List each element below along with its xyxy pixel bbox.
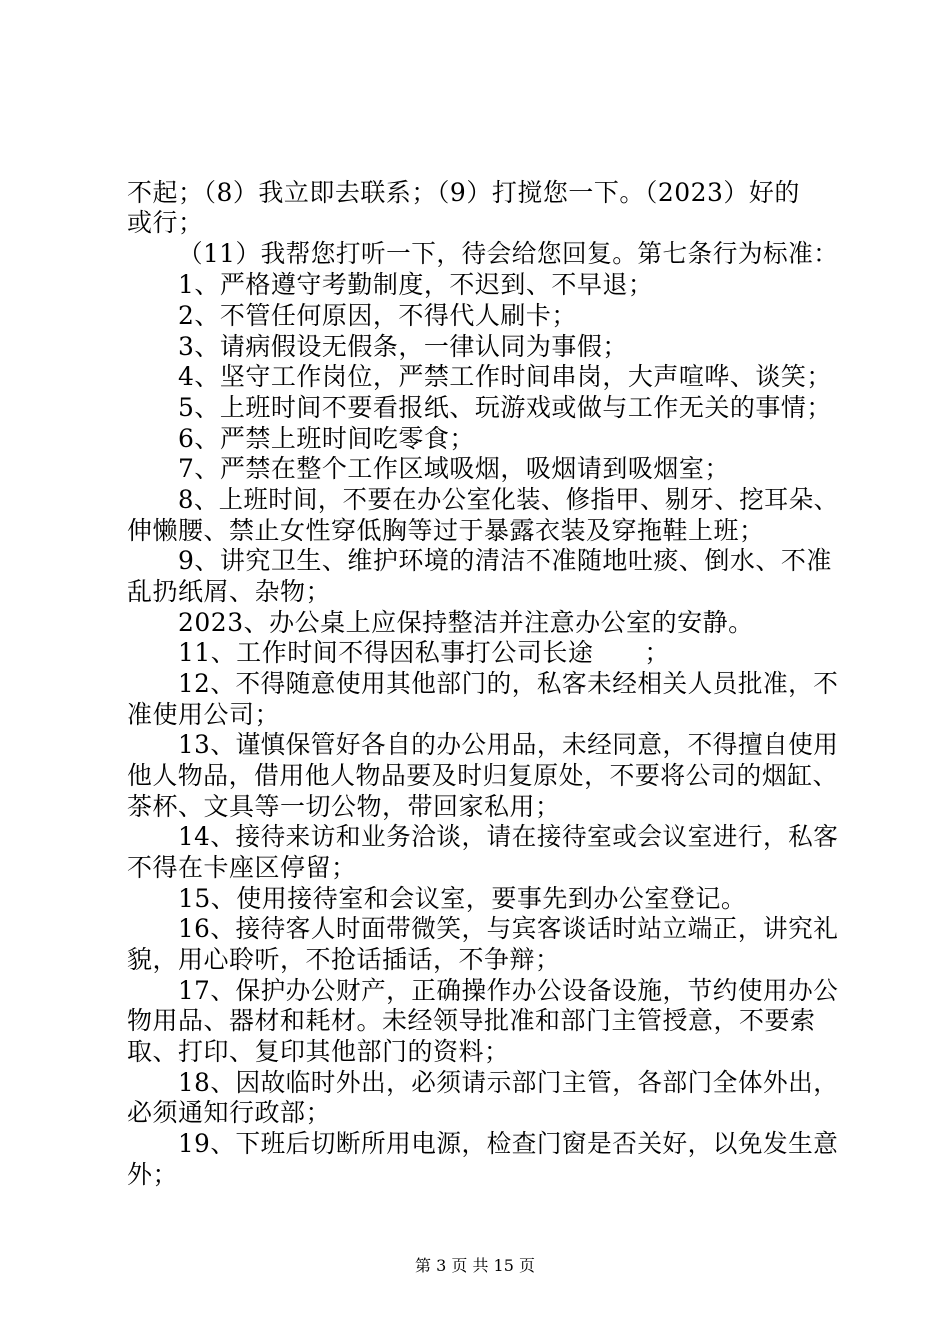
text-line: 他人物品，借用他人物品要及时归复原处，不要将公司的烟缸、 [127, 761, 839, 790]
text-line: 9、讲究卫生、维护环境的清洁不准随地吐痰、倒水、不准 [178, 546, 832, 575]
text-line: 乱扔纸屑、杂物； [127, 577, 332, 606]
text-line: 3、请病假设无假条，一律认同为事假； [178, 332, 628, 361]
text-line: 4、坚守工作岗位，严禁工作时间串岗，大声喧哗、谈笑； [178, 362, 832, 391]
page-number-footer: 第 3 页 共 15 页 [415, 1256, 535, 1275]
text-line: 17、保护办公财产，正确操作办公设备设施，节约使用办公 [178, 976, 839, 1005]
text-line: 8、上班时间，不要在办公室化装、修指甲、剔牙、挖耳朵、 [178, 485, 839, 514]
text-line: 必须通知行政部； [127, 1098, 332, 1127]
text-line: 不得在卡座区停留； [127, 853, 357, 882]
text-line: 13、谨慎保管好各自的办公用品，未经同意，不得擅自使用 [178, 730, 839, 759]
text-line: 或行； [127, 208, 204, 237]
text-line: 貌，用心聆听，不抢话插话，不争辩； [127, 945, 561, 974]
text-line: 19、下班后切断所用电源，检查门窗是否关好，以免发生意 [178, 1129, 839, 1158]
text-line: 茶杯、文具等一切公物，带回家私用； [127, 792, 561, 821]
text-line: 2023、办公桌上应保持整洁并注意办公室的安静。 [178, 608, 754, 637]
text-line: 18、因故临时外出，必须请示部门主管，各部门全体外出， [178, 1068, 839, 1097]
text-line: 2、不管任何原因，不得代人刷卡； [178, 301, 577, 330]
text-line: （11）我帮您打听一下，待会给您回复。第七条行为标准： [178, 239, 839, 268]
text-line: 14、接待来访和业务洽谈，请在接待室或会议室进行，私客 [178, 822, 839, 851]
text-line: 取、打印、复印其他部门的资料； [127, 1037, 510, 1066]
text-line: 7、严禁在整个工作区域吸烟，吸烟请到吸烟室； [178, 454, 730, 483]
text-line: 15、使用接待室和会议室，要事先到办公室登记。 [178, 884, 747, 913]
text-line: 外； [127, 1160, 179, 1189]
text-line: 11、工作时间不得因私事打公司长途 ； [178, 638, 670, 667]
text-line: 16、接待客人时面带微笑，与宾客谈话时站立端正，讲究礼 [178, 914, 839, 943]
text-line: 12、不得随意使用其他部门的，私客未经相关人员批准，不 [178, 669, 839, 698]
text-line: 5、上班时间不要看报纸、玩游戏或做与工作无关的事情； [178, 393, 832, 422]
text-line: 1、严格遵守考勤制度，不迟到、不早退； [178, 270, 654, 299]
text-line: 6、严禁上班时间吃零食； [178, 424, 475, 453]
text-line: 物用品、器材和耗材。未经领导批准和部门主管授意，不要索 [127, 1006, 816, 1035]
text-line: 准使用公司； [127, 700, 281, 729]
text-line: 伸懒腰、禁止女性穿低胸等过于暴露衣装及穿拖鞋上班； [127, 516, 765, 545]
text-line: 不起；（8）我立即去联系；（9）打搅您一下。（2023）好的 [127, 178, 800, 207]
